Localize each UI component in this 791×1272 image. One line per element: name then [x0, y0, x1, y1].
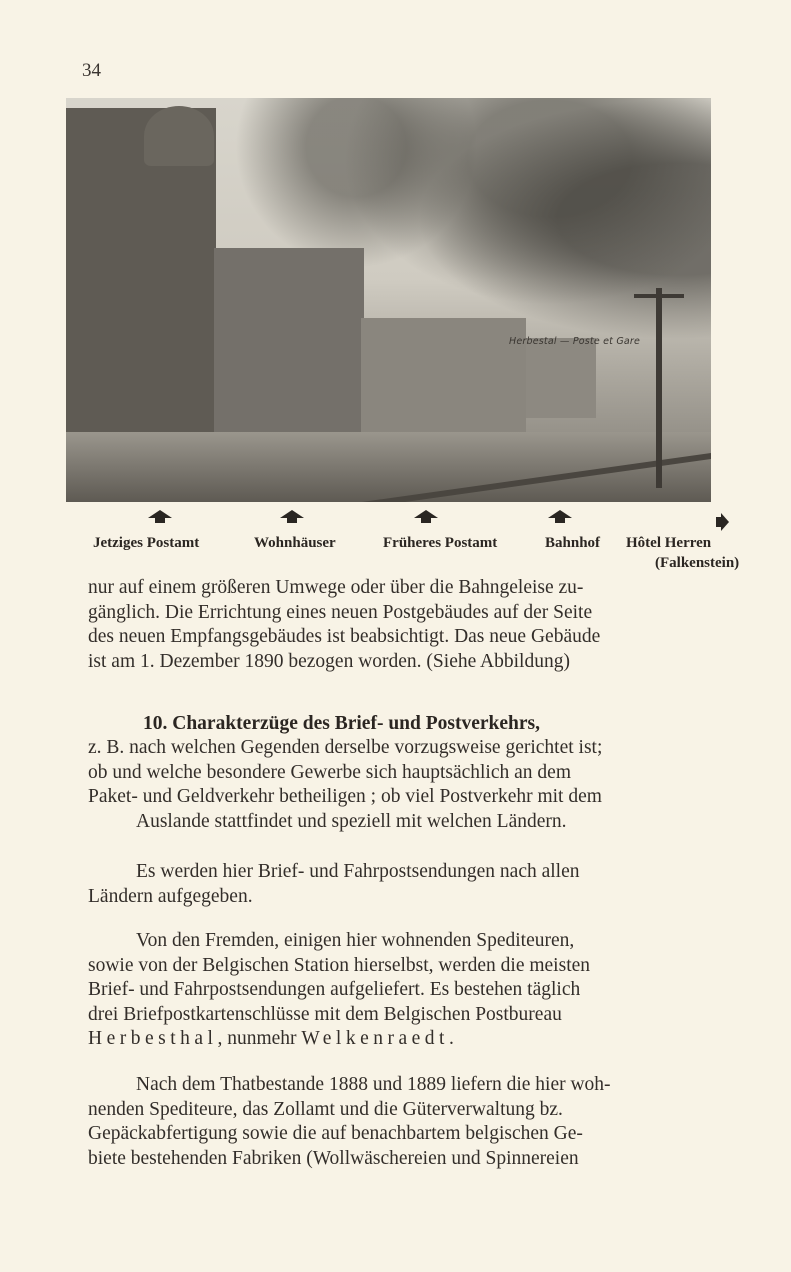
- text-line: z. B. nach welchen Gegenden derselbe vorzugsweise gerichtet ist;: [88, 737, 603, 758]
- arrow-right-icon: [721, 513, 729, 531]
- building-residential: [214, 248, 364, 448]
- text-line: Nach dem Thatbestande 1888 und 1889 liefern die hier woh-: [136, 1074, 611, 1095]
- text-line: Paket- und Geldverkehr betheiligen ; ob viel Postverkehr mit dem: [88, 786, 602, 807]
- figure-label-hotel-herren: Hôtel Herren: [626, 535, 712, 551]
- figure-label-falkenstein: (Falkenstein): [655, 555, 740, 571]
- text-line: nur auf einem größeren Umwege oder über die Bahngeleise zu-: [88, 577, 584, 598]
- telegraph-crossbar: [634, 294, 684, 298]
- text-line: gänglich. Die Errichtung eines neuen Postgebäudes auf der Seite: [88, 601, 593, 623]
- historic-photo: [66, 98, 711, 502]
- paragraph-2: [88, 860, 676, 909]
- text-line: nenden Spediteure, das Zollamt und die Güterverwaltung bz.: [88, 1098, 563, 1120]
- tower-dome: [144, 106, 214, 166]
- place-herbesthal: Herbesthal: [88, 1028, 218, 1049]
- section-subtitle: [88, 736, 676, 834]
- text-line: Gepäckabfertigung sowie die auf benachbartem belgischen Ge-: [88, 1123, 583, 1144]
- text-line: ob und welche besondere Gewerbe sich hauptsächlich an dem: [88, 761, 571, 783]
- paragraph-3: [88, 929, 676, 1052]
- arrow-up-icon: [414, 510, 438, 518]
- figure-label-frueheres-postamt: Früheres Postamt: [383, 535, 498, 551]
- text-line: [88, 1027, 676, 1052]
- text-fragment: .: [448, 1028, 454, 1049]
- section-heading: 10. Charakterzüge des Brief- und Postverkehrs,: [143, 713, 540, 734]
- text-line: drei Briefpostkartenschlüsse mit dem Belgischen Postbureau: [88, 1003, 562, 1025]
- text-line: sowie von der Belgischen Station hierselbst, werden die meisten: [88, 954, 591, 976]
- place-welkenraedt: Welkenraedt: [301, 1028, 449, 1049]
- building-station: [361, 318, 526, 438]
- figure-label-jetziges-postamt: Jetziges Postamt: [93, 535, 200, 551]
- text-line: des neuen Empfangsgebäudes ist beabsichtigt. Das neue Gebäude: [88, 626, 601, 647]
- telegraph-pole: [656, 288, 662, 488]
- text-line: Ländern aufgegeben.: [88, 885, 253, 907]
- figure-label-wohnhaeuser: Wohnhäuser: [254, 535, 336, 551]
- text-line: biete bestehenden Fabriken (Wollwäschereien und Spinnereien: [88, 1147, 579, 1169]
- figure-label-bahnhof: Bahnhof: [545, 535, 601, 551]
- text-line: Brief- und Fahrpostsendungen aufgeliefert. Es bestehen täglich: [88, 979, 581, 1000]
- arrow-up-icon: [280, 510, 304, 518]
- arrow-up-icon: [548, 510, 572, 518]
- paragraph-4: [88, 1073, 676, 1171]
- text-line: ist am 1. Dezember 1890 bezogen worden. (Siehe Abbildung): [88, 650, 570, 672]
- building-platform: [526, 338, 596, 418]
- text-line: Es werden hier Brief- und Fahrpostsendungen nach allen: [136, 861, 580, 882]
- photo-caption: Herbestal — Poste et Gare: [509, 336, 641, 347]
- paragraph-1: [88, 576, 676, 674]
- page-number: 34: [82, 60, 101, 81]
- arrow-up-icon: [148, 510, 172, 518]
- text-line: Auslande stattfindet und speziell mit welchen Ländern.: [136, 810, 567, 832]
- text-fragment: , nunmehr: [217, 1028, 302, 1049]
- text-line: Von den Fremden, einigen hier wohnenden Spediteuren,: [136, 930, 575, 951]
